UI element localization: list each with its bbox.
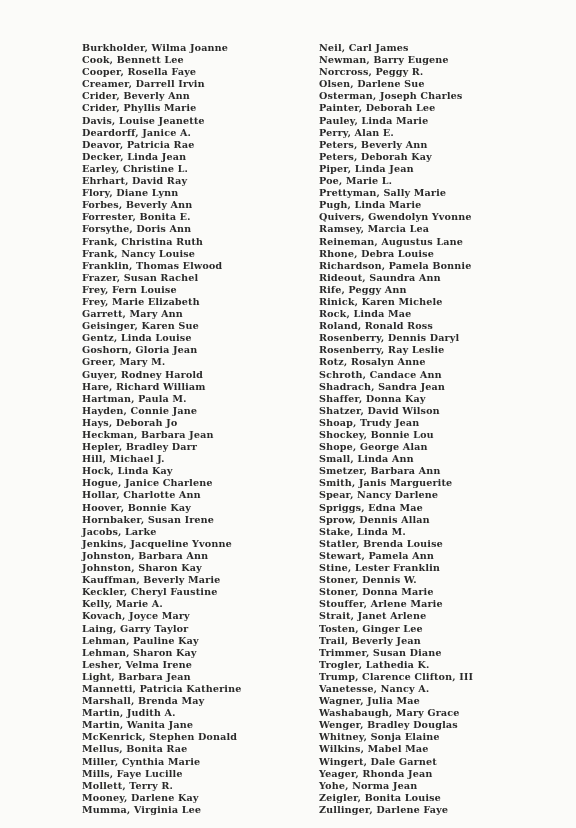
name-entry: Cook, Bennett Lee [82,55,184,67]
name-entry: Creamer, Darrell Irvin [82,79,205,91]
name-entry: Pauley, Linda Marie [319,115,429,127]
name-entry: Peters, Deborah Kay [319,151,432,163]
name-entry: Rosenberry, Ray Leslie [319,345,445,357]
name-entry: Frazer, Susan Rachel [82,272,199,284]
name-entry: Pugh, Linda Marie [319,200,422,212]
name-entry: Mills, Faye Lucille [82,768,183,780]
name-entry: Zeigler, Bonita Louise [319,792,441,804]
name-entry: Trump, Clarence Clifton, III [319,671,474,683]
name-entry: Roland, Ronald Ross [319,321,433,333]
name-entry: Geisinger, Karen Sue [82,321,199,333]
name-entry: Rock, Linda Mae [319,309,412,321]
name-entry: Smith, Janis Marguerite [319,478,453,490]
name-entry: Perry, Alan E. [319,127,394,139]
name-entry: Kovach, Joyce Mary [82,611,190,623]
name-entry: McKenrick, Stephen Donald [82,732,238,744]
name-entry: Zullinger, Darlene Faye [319,804,449,816]
name-entry: Trail, Beverly Jean [319,635,421,647]
name-entry: Shadrach, Sandra Jean [319,381,446,393]
name-entry: Hays, Deborah Jo [82,417,178,429]
name-entry: Mooney, Darlene Kay [82,792,199,804]
name-entry: Poe, Marie L. [319,176,393,188]
name-entry: Frank, Nancy Louise [82,248,196,260]
name-entry: Norcross, Peggy R. [319,67,424,79]
name-entry: Martin, Wanita Jane [82,720,194,732]
name-entry: Whitney, Sonja Elaine [319,732,440,744]
name-entry: Frey, Marie Elizabeth [82,296,200,308]
name-entry: Prettyman, Sally Marie [319,188,447,200]
name-entry: Small, Linda Ann [319,454,414,466]
name-entry: Newman, Barry Eugene [319,55,449,67]
name-entry: Forsythe, Doris Ann [82,224,192,236]
name-entry: Statler, Brenda Louise [319,538,443,550]
name-entry: Keckler, Cheryl Faustine [82,587,218,599]
name-entry: Light, Barbara Jean [82,671,191,683]
name-entry: Neil, Carl James [319,43,409,54]
name-entry: Tosten, Ginger Lee [319,623,423,635]
name-entry: Wingert, Dale Garnet [319,756,437,768]
name-entry: Kelly, Marie A. [82,599,163,611]
name-entry: Frank, Christina Ruth [82,236,204,248]
name-entry: Mannetti, Patricia Katherine [82,683,242,695]
name-entry: Hill, Michael J. [82,454,165,466]
name-entry: Rosenberry, Dennis Daryl [319,333,460,345]
name-entry: Shoap, Trudy Jean [319,417,420,429]
name-entry: Spriggs, Edna Mae [319,502,423,514]
name-entry: Yohe, Norma Jean [319,780,418,792]
name-entry: Ehrhart, David Ray [82,176,188,188]
name-entry: Mumma, Virginia Lee [82,804,202,816]
name-entry: Burkholder, Wilma Joanne [82,43,229,54]
name-entry: Rhone, Debra Louise [319,248,434,260]
name-entry: Kauffman, Beverly Marie [82,575,221,587]
name-entry: Schroth, Candace Ann [319,369,442,381]
name-entry: Strait, Janet Arlene [319,611,427,623]
name-entry: Hepler, Bradley Darr [82,442,198,454]
name-entry: Martin, Judith A. [82,708,176,720]
name-entry: Reineman, Augustus Lane [319,236,463,248]
name-entry: Peters, Beverly Ann [319,139,428,151]
name-entry: Shaffer, Donna Kay [319,393,426,405]
name-entry: Franklin, Thomas Elwood [82,260,223,272]
name-entry: Gentz, Linda Louise [82,333,192,345]
name-entry: Earley, Christine L. [82,163,188,175]
name-entry: Stoner, Donna Marie [319,587,434,599]
name-entry: Spear, Nancy Darlene [319,490,439,502]
name-entry: Trimmer, Susan Diane [319,647,442,659]
name-entry: Greer, Mary M. [82,357,166,369]
name-entry: Painter, Deborah Lee [319,103,436,115]
name-entry: Wagner, Julia Mae [319,696,420,708]
name-entry: Heckman, Barbara Jean [82,430,214,441]
name-entry: Garrett, Mary Ann [82,309,183,321]
names-column-right [319,43,473,817]
name-entry: Vanetesse, Nancy A. [319,683,430,695]
name-entry: Jacobs, Larke [82,526,157,538]
name-entry: Shatzer, David Wilson [319,405,440,417]
name-entry: Miller, Cynthia Marie [82,756,201,768]
name-entry: Quivers, Gwendolyn Yvonne [319,212,472,224]
name-entry: Wenger, Bradley Douglas [319,720,458,732]
name-entry: Rife, Peggy Ann [319,284,407,296]
name-entry: Smetzer, Barbara Ann [319,466,441,478]
name-entry: Washabaugh, Mary Grace [319,708,460,720]
name-entry: Laing, Garry Taylor [82,623,189,635]
name-entry: Hogue, Janice Charlene [82,478,213,490]
name-entry: Rideout, Saundra Ann [319,272,441,284]
name-entry: Goshorn, Gloria Jean [82,345,198,357]
name-entry: Frey, Fern Louise [82,284,177,296]
name-entry: Stine, Lester Franklin [319,563,441,575]
name-entry: Lesher, Velma Irene [82,659,192,671]
name-entry: Stouffer, Arlene Marie [319,599,443,611]
name-entry: Hare, Richard William [82,381,206,393]
name-entry: Crider, Beverly Ann [82,91,190,103]
name-entry: Olsen, Darlene Sue [319,79,425,91]
name-entry: Hayden, Connie Jane [82,405,198,417]
name-entry: Crider, Phyllis Marie [82,103,197,115]
name-entry: Jenkins, Jacqueline Yvonne [82,538,232,550]
name-entry: Hock, Linda Kay [82,466,173,478]
name-entry: Piper, Linda Jean [319,163,414,175]
name-entry: Stewart, Pamela Ann [319,550,434,562]
name-entry: Flory, Diane Lynn [82,188,179,200]
name-entry: Hartman, Paula M. [82,393,187,405]
name-entry: Wilkins, Mabel Mae [319,744,429,756]
name-entry: Stake, Linda M. [319,526,406,538]
name-entry: Trogler, Lathedia K. [319,659,430,671]
name-entry: Mollett, Terry R. [82,780,173,792]
name-entry: Davis, Louise Jeanette [82,115,205,127]
name-entry: Lehman, Sharon Kay [82,647,197,659]
name-entry: Forrester, Bonita E. [82,212,191,224]
name-entry: Osterman, Joseph Charles [319,91,463,103]
name-entry: Stoner, Dennis W. [319,575,417,587]
name-entry: Guyer, Rodney Harold [82,369,204,381]
name-entry: Shope, George Alan [319,442,428,454]
name-entry: Lehman, Pauline Kay [82,635,199,647]
name-entry: Forbes, Beverly Ann [82,200,193,212]
name-entry: Deavor, Patricia Rae [82,139,195,151]
name-entry: Johnston, Barbara Ann [82,550,209,562]
name-entry: Rinick, Karen Michele [319,296,443,308]
name-entry: Yeager, Rhonda Jean [319,768,433,780]
name-entry: Marshall, Brenda May [82,696,205,708]
name-entry: Decker, Linda Jean [82,151,187,163]
name-entry: Hollar, Charlotte Ann [82,490,201,502]
name-entry: Hoover, Bonnie Kay [82,502,191,514]
name-entry: Ramsey, Marcia Lea [319,224,430,236]
name-entry: Shockey, Bonnie Lou [319,430,434,441]
name-entry: Hornbaker, Susan Irene [82,514,215,526]
name-entry: Deardorff, Janice A. [82,127,192,139]
name-entry: Johnston, Sharon Kay [82,563,202,575]
name-entry: Richardson, Pamela Bonnie [319,260,472,272]
names-column-left [82,43,241,817]
name-entry: Cooper, Rosella Faye [82,67,197,79]
name-entry: Rotz, Rosalyn Anne [319,357,426,369]
name-entry: Sprow, Dennis Allan [319,514,430,526]
name-entry: Mellus, Bonita Rae [82,744,188,756]
